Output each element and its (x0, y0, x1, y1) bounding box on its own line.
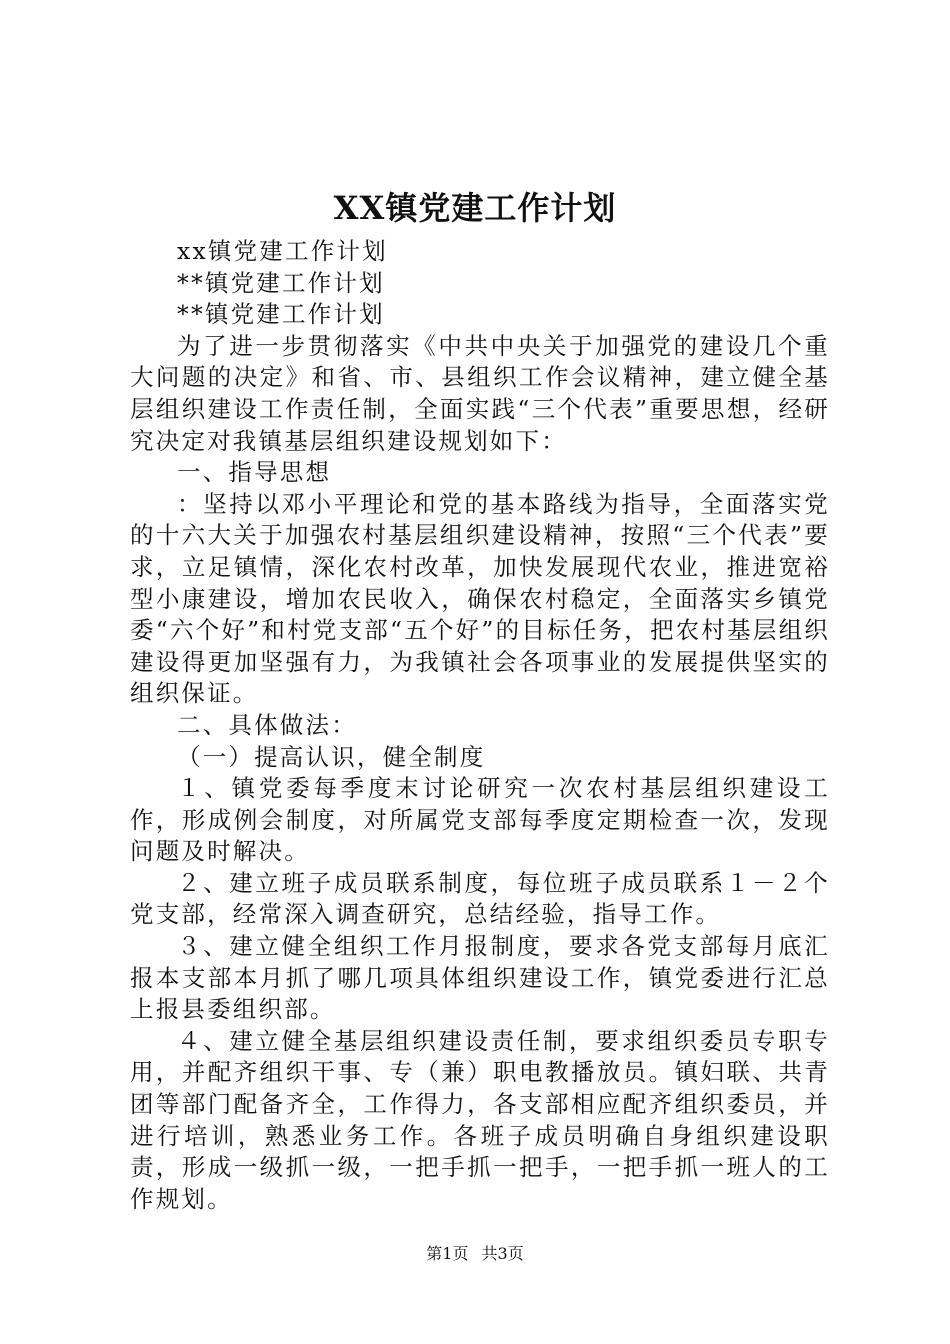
paragraph-item-1: １、镇党委每季度末讨论研究一次农村基层组织建设工作，形成例会制度，对所属党支部每季度定期检查一次，发现问题及时解决。 (130, 774, 830, 866)
paragraph-item-2: ２、建立班子成员联系制度，每位班子成员联系１－２个党支部，经常深入调查研究，总结经验，指导工作。 (130, 868, 830, 929)
paragraph-intro: 为了进一步贯彻落实《中共中央关于加强党的建设几个重大问题的决定》和省、市、县组织工作会议精神，建立健全基层组织建设工作责任制，全面实践“三个代表”重要思想，经研究决定对我镇基层组织建设规划如下： (130, 331, 830, 455)
paragraph-subtitle-3: **镇党建工作计划 (177, 300, 385, 329)
paragraph-subtitle-2: **镇党建工作计划 (177, 268, 385, 297)
paragraph-guiding-thought: ：坚持以邓小平理论和党的基本路线为指导，全面落实党的十六大关于加强农村基层组织建设精神，按照“三个代表”要求，立足镇情，深化农村改革，加快发展现代农业，推进宽裕型小康建设，增加农民收入，确保农村稳定，全面落实乡镇党委“六个好”和村党支部“五个好”的目标任务，把农村基层组织建设得更加坚强有力，为我镇社会各项事业的发展提供坚实的组织保证。 (130, 489, 830, 708)
section-heading-guiding-thought: 一、指导思想 (177, 458, 332, 487)
paragraph-item-3: ３、建立健全组织工作月报制度，要求各党支部每月底汇报本支部本月抓了哪几项具体组织建设工作，镇党委进行汇总上报县委组织部。 (130, 932, 830, 1024)
page-title: XX镇党建工作计划 (333, 189, 617, 227)
page-total: 共3页 (481, 1244, 524, 1263)
document-body (130, 236, 830, 1215)
paragraph-item-4: ４、建立健全基层组织建设责任制，要求组织委员专职专用，并配齐组织干事、专（兼）职电教播放员。镇妇联、共青团等部门配备齐全，工作得力，各支部相应配齐组织委员，并进行培训，熟悉业务工作。各班子成员明确自身组织建设职责，形成一级抓一级，一把手抓一把手，一把手抓一班人的工作规划。 (130, 1026, 830, 1213)
paragraph-subtitle-1: xx镇党建工作计划 (177, 237, 388, 265)
subsection-heading-1: （一）提高认识，健全制度 (177, 742, 486, 771)
page-footer (0, 1242, 950, 1266)
section-heading-specific-measures: 二、具体做法： (177, 710, 357, 739)
page-number: 第1页 (426, 1244, 469, 1263)
